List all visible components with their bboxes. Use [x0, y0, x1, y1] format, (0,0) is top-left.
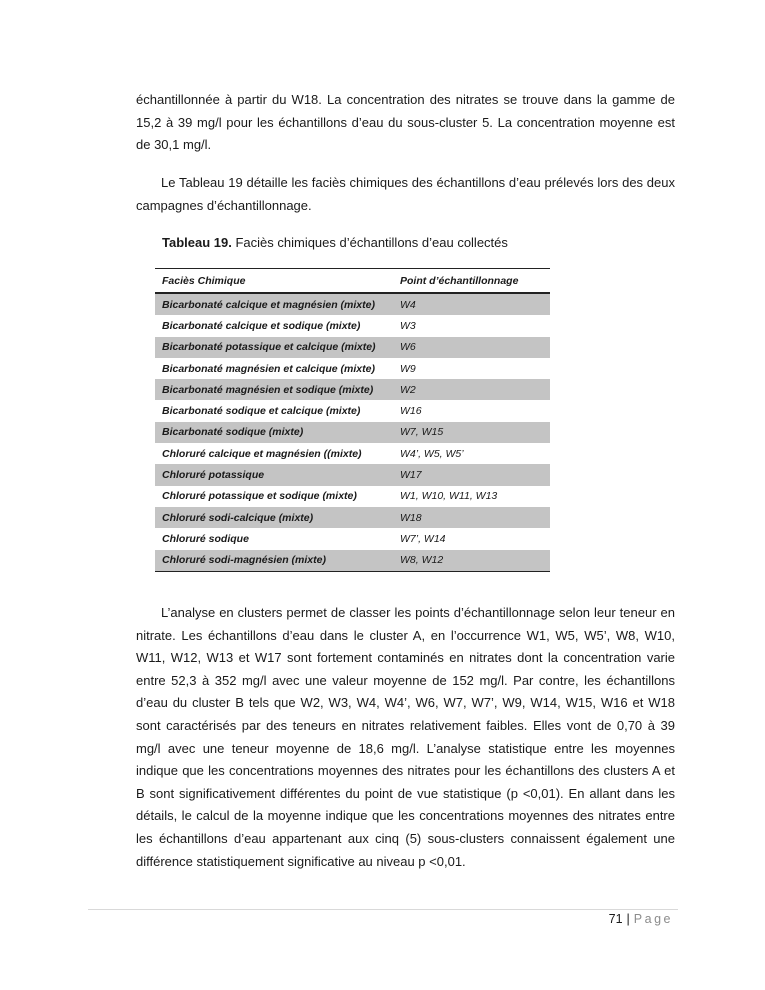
facies-cell: Chloruré sodi-calcique (mixte)	[162, 511, 314, 524]
facies-cell: Bicarbonaté sodique (mixte)	[162, 426, 304, 439]
sampling-point-cell: W9	[400, 362, 416, 375]
table-row	[155, 422, 550, 443]
facies-cell: Chloruré sodi-magnésien (mixte)	[162, 554, 326, 567]
facies-cell: Chloruré calcique et magnésien ((mixte)	[162, 447, 362, 460]
table-header-point: Point d’échantillonnage	[400, 274, 519, 287]
sampling-point-cell: W18	[400, 511, 422, 524]
table-header-row	[155, 269, 550, 294]
facies-cell: Bicarbonaté sodique et calcique (mixte)	[162, 405, 361, 418]
sampling-point-cell: W2	[400, 383, 416, 396]
sampling-point-cell: W17	[400, 469, 422, 482]
page-footer	[609, 912, 673, 926]
facies-cell: Bicarbonaté magnésien et sodique (mixte)	[162, 383, 374, 396]
facies-cell: Bicarbonaté potassique et calcique (mixte)	[162, 341, 376, 354]
table-row	[155, 315, 550, 336]
facies-cell: Chloruré potassique et sodique (mixte)	[162, 490, 357, 503]
paragraph-table-reference: Le Tableau 19 détaille les faciès chimiques des échantillons d’eau prélevés lors des deux campagnes d’échantillonnage.	[136, 175, 675, 213]
page-number: 71	[608, 912, 623, 926]
table-row	[155, 358, 550, 379]
table-row	[155, 507, 550, 528]
facies-cell: Bicarbonaté calcique et magnésien (mixte)	[162, 298, 375, 311]
sampling-point-cell: W16	[400, 405, 422, 418]
sampling-point-cell: W3	[400, 319, 416, 332]
table-row	[155, 400, 550, 421]
table-row	[155, 443, 550, 464]
table-row	[155, 528, 550, 549]
sampling-point-cell: W7, W15	[400, 426, 444, 439]
facies-table	[155, 268, 550, 572]
table-row	[155, 550, 550, 571]
facies-cell: Chloruré potassique	[162, 469, 265, 482]
sampling-point-cell: W4’, W5, W5’	[400, 447, 464, 460]
facies-cell: Bicarbonaté calcique et sodique (mixte)	[162, 319, 361, 332]
sampling-point-cell: W1, W10, W11, W13	[400, 490, 498, 503]
facies-cell: Bicarbonaté magnésien et calcique (mixte)	[162, 362, 375, 375]
table-row	[155, 294, 550, 315]
footer-separator: |	[626, 912, 630, 926]
sampling-point-cell: W4	[400, 298, 416, 311]
table-caption-text: Faciès chimiques d’échantillons d’eau collectés	[235, 235, 508, 250]
facies-cell: Chloruré sodique	[162, 532, 249, 545]
sampling-point-cell: W8, W12	[400, 554, 444, 567]
table-caption-label: Tableau 19.	[162, 235, 232, 250]
sampling-point-cell: W7’, W14	[400, 532, 446, 545]
table-row	[155, 337, 550, 358]
table-header-facies: Faciès Chimique	[162, 274, 246, 287]
sampling-point-cell: W6	[400, 341, 416, 354]
table-row	[155, 486, 550, 507]
page-label: Page	[633, 912, 673, 926]
table-caption	[162, 233, 508, 253]
paragraph-cluster-analysis: L’analyse en clusters permet de classer les points d’échantillonnage selon leur teneur en nitrate. Les échantillons d’eau dans le cluster A, en l’occurrence W1, W5, W5’, W8, W10, W11, W12, W13 et W17 sont fortement contaminés en nitrates dont la concentration varie entre 52,3 à 352 mg/l avec une valeur moyenne de 152 mg/l. Par contre, les échantillons d’eau du cluster B tels que W2, W3, W4, W4’, W6, W7, W7’, W9, W14, W15, W16 et W18 sont caractérisés par des teneurs en nitrates relativement faibles. Elles vont de 0,70 à 39 mg/l avec une teneur moyenne de 18,6 mg/l. L’analyse statistique entre les moyennes indique que les concentrations moyennes des nitrates pour les échantillons des clusters A et B sont significativement différentes du point de vue statistique (p <0,01). En allant dans les détails, le calcul de la moyenne indique que les concentrations moyennes des nitrates entre les échantillons d’eau appartenant aux cinq (5) sous-clusters connaissent également une différence statistiquement significative au niveau p <0,01.	[136, 605, 675, 869]
table-body	[155, 294, 550, 571]
paragraph-intro: échantillonnée à partir du W18. La concentration des nitrates se trouve dans la gamme de 15,2 à 39 mg/l pour les échantillons d’eau du sous-cluster 5. La concentration moyenne est de 30,1 mg/l.	[136, 92, 675, 153]
footer-divider	[88, 909, 678, 910]
table-row	[155, 464, 550, 485]
table-row	[155, 379, 550, 400]
